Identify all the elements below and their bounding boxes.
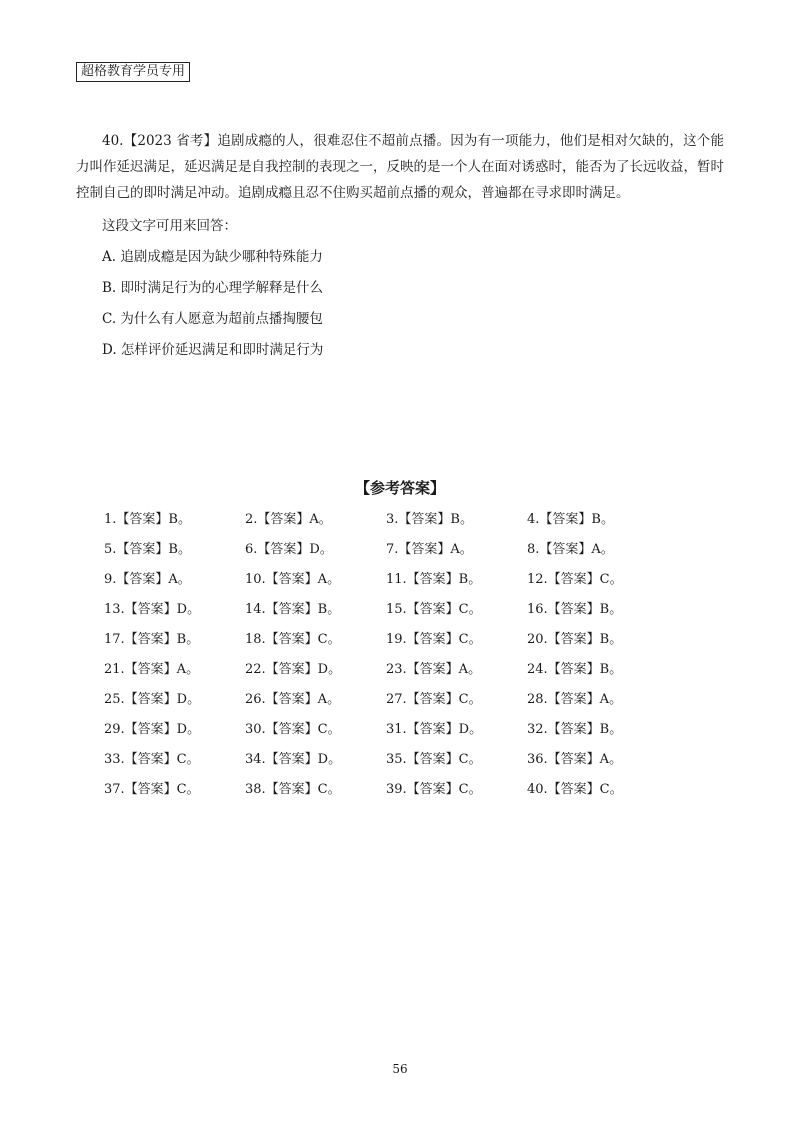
answer-item: 30.【答案】C。 [245, 722, 341, 737]
answer-item: 32.【答案】B。 [527, 722, 623, 737]
answer-item: 27.【答案】C。 [386, 692, 482, 707]
answer-item: 19.【答案】C。 [386, 632, 482, 647]
answer-item: 23.【答案】A。 [386, 662, 482, 677]
answer-item: 13.【答案】D。 [104, 602, 201, 617]
question-text: 40.【2023 省考】追剧成瘾的人，很难忍住不超前点播。因为有一项能力，他们是相对欠缺的，这个能力叫作延迟满足，延迟满足是自我控制的表现之一，反映的是一个人在面对诱惑时，能否为了长远收益，暂时控制自己的即时满足冲动。追剧成瘾且忍不住购买超前点播的观众，普遍都在寻求即时满足。 [76, 133, 724, 201]
answer-item: 35.【答案】C。 [386, 752, 482, 767]
answer-item: 39.【答案】C。 [386, 782, 482, 797]
answer-item: 29.【答案】D。 [104, 722, 201, 737]
answer-item: 5.【答案】B。 [104, 542, 191, 557]
answer-item: 12.【答案】C。 [527, 572, 623, 587]
answers-title: 【参考答案】 [354, 479, 445, 497]
answer-item: 6.【答案】D。 [245, 542, 333, 557]
answer-item: 25.【答案】D。 [104, 692, 201, 707]
answer-options [102, 247, 323, 371]
answer-item: 26.【答案】A。 [245, 692, 341, 707]
answer-item: 21.【答案】A。 [104, 662, 200, 677]
answer-item: 9.【答案】A。 [104, 572, 191, 587]
answer-item: 20.【答案】B。 [527, 632, 623, 647]
answer-item: 10.【答案】A。 [245, 572, 341, 587]
answer-item: 7.【答案】A。 [386, 542, 473, 557]
header-label: 超格教育学员专用 [76, 62, 190, 82]
answer-item: 2.【答案】A。 [245, 512, 332, 527]
answer-item: 28.【答案】A。 [527, 692, 623, 707]
answer-item: 40.【答案】C。 [527, 782, 623, 797]
answer-item: 17.【答案】B。 [104, 632, 200, 647]
question-block [76, 128, 724, 206]
answer-item: 24.【答案】B。 [527, 662, 623, 677]
option-d: D. 怎样评价延迟满足和即时满足行为 [102, 342, 324, 358]
answer-item: 3.【答案】B。 [386, 512, 473, 527]
answer-item: 36.【答案】A。 [527, 752, 623, 767]
answer-item: 37.【答案】C。 [104, 782, 200, 797]
answer-item: 8.【答案】A。 [527, 542, 614, 557]
answer-item: 4.【答案】B。 [527, 512, 614, 527]
answer-item: 18.【答案】C。 [245, 632, 341, 647]
answer-item: 15.【答案】C。 [386, 602, 482, 617]
answer-item: 33.【答案】C。 [104, 752, 200, 767]
answer-item: 31.【答案】D。 [386, 722, 483, 737]
answer-item: 14.【答案】B。 [245, 602, 341, 617]
option-a: A. 追剧成瘾是因为缺少哪种特殊能力 [102, 249, 323, 265]
answer-item: 34.【答案】D。 [245, 752, 342, 767]
answer-item: 38.【答案】C。 [245, 782, 341, 797]
answer-item: 11.【答案】B。 [386, 572, 482, 587]
question-prompt: 这段文字可用来回答： [102, 218, 237, 234]
answer-item: 1.【答案】B。 [104, 512, 191, 527]
answer-item: 16.【答案】B。 [527, 602, 623, 617]
answer-key-grid [104, 510, 668, 810]
answer-item: 22.【答案】D。 [245, 662, 342, 677]
option-c: C. 为什么有人愿意为超前点播掏腰包 [102, 311, 323, 327]
option-b: B. 即时满足行为的心理学解释是什么 [102, 280, 324, 296]
page-number: 56 [392, 1062, 408, 1076]
